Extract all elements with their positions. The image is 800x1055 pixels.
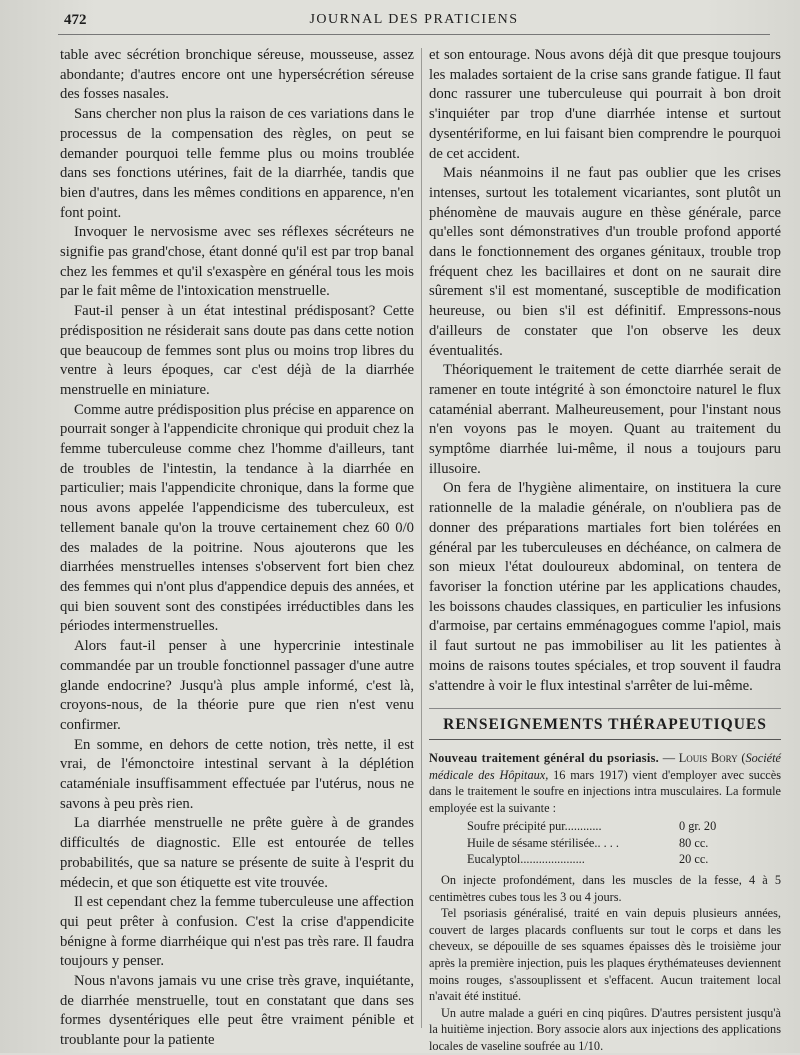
formula-row [467, 851, 737, 868]
article-paragraph: On injecte profondément, dans les muscles de la fesse, 4 à 5 centimètres cubes tous les 3 ou 4 jours. [429, 873, 781, 904]
section-heading-rule [429, 708, 781, 740]
formula-row [467, 835, 737, 852]
right-column [429, 46, 781, 1055]
article-title: Nouveau traitement général du psoriasis. [429, 750, 660, 765]
page-number: 472 [64, 12, 87, 28]
paragraph: et son entourage. Nous avons déjà dit que presque toujours les malades sortaient de la crise sans grande fatigue. Il faut donc rassurer une tuberculeuse qui pourrait à bon droit s'inquiéter par trop d'une diarrhée intense et surtout dysentériforme, en lui faisant bien comprendre le pourquoi de cet accident. [429, 47, 781, 162]
paragraph: En somme, en dehors de cette notion, très nette, il est vrai, de l'émonctoire intestinal servant à la déplétion cataméniale insuffisamment effectuée par l'utérus, nous ne savons à peu près rien. [60, 736, 414, 812]
therapeutic-article [429, 750, 781, 1055]
paragraph: Invoquer le nervosisme avec ses réflexes sécréteurs ne signifie pas grand'chose, étant donné qu'il est par trop banal chez les femmes et qu'il s'exaspère en général tous les mois par le fait même de l'intoxication menstruelle. [60, 224, 414, 300]
article-source: Société médicale des Hôpitaux, [429, 750, 782, 782]
formula-dose: 0 gr. 20 [679, 819, 717, 834]
article-author: Louis Bory [678, 750, 738, 765]
formula-ingredient: Soufre précipité pur............ [467, 819, 602, 834]
paragraph: Nous n'avons jamais vu une crise très grave, inquiétante, de diarrhée menstruelle, tout en constatant que dans ses formes dysentériques elle peut être vraiment pénible et troublante pour la patiente [60, 973, 414, 1049]
page-header [58, 8, 770, 35]
formula-row [467, 818, 737, 835]
article-paragraph: Tel psoriasis généralisé, traité en vain depuis plusieurs années, couvert de larges placards confluents sur tout le corps et dans les cheveux, se dépouille de ses squames épaisses dès le troisième jour après la première injection, puis les plaques érythémateuses deviennent moins rouges, s'assouplissent et s'effacent. Aucun traitement local n'avait été institué. [429, 906, 781, 1004]
article-dash: — [659, 750, 679, 765]
journal-title: JOURNAL DES PRATICIENS [309, 12, 519, 27]
paragraph: Théoriquement le traitement de cette diarrhée serait de ramener en toute intégrité à son émonctoire naturel le flux cataménial aberrant. Malheureusement, pour l'instant nous n'en voyons pas le moyen. Quant au traitement du symptôme diarrhée lui-même, il nous a toujours paru illusoire. [429, 362, 781, 477]
paragraph: Comme autre prédisposition plus précise en apparence on pourrait songer à l'appendicite chronique qui produit chez la femme tuberculeuse comme chez l'homme d'ailleurs, tant de troubles de l'intestin, la tendance à la diarrhée en particulier; mais l'appendicite chronique, dans la forme que nous avons appelée l'appendicisme des tuberculeux, est tellement banale qu'on la trouve certainement chez 60 0/0 des malades de la poitrine. Nous ajouterons que les diarrhées menstruelles intenses s'observent fort bien chez des femmes qui n'ont plus d'appendice depuis des années, et qui bien souvent sont des constipées irréductibles dans les périodes intermenstruelles. [60, 401, 414, 635]
column-divider [421, 48, 422, 1028]
paragraph: Faut-il penser à un état intestinal prédisposant? Cette prédisposition ne résiderait sans doute pas dans cette notion que beaucoup de femmes sont plus ou moins trop libres du ventre à leurs époques, car c'est déjà de la diarrhée menstruelle en miniature. [60, 303, 414, 398]
paragraph: Mais néanmoins il ne faut pas oublier que les crises intenses, surtout les totalement vicariantes, sont plutôt un phénomène de mauvais augure en thèse générale, parce qu'elles sont démonstratives d'un trouble profond apporté dans le fonctionnement des organes génitaux, trouble trop fréquent chez les bacillaires et dont on ne saurait dire sûrement s'il est momentané, susceptible de modification heureuse, ou bien s'il est définitif. Empressons-nous d'ailleurs de constater que l'on observe les deux éventualités. [429, 165, 781, 359]
left-column [60, 46, 414, 1051]
formula-ingredient: Huile de sésame stérilisée.. . . . [467, 835, 619, 850]
formula-table [467, 818, 737, 868]
paragraph: La diarrhée menstruelle ne prête guère à de grandes difficultés de diagnostic. Elle est entourée de telles probabilités, que sa nature se présente de suite à l'esprit du médecin, et que son étiquette est vite trouvée. [60, 815, 414, 891]
paragraph: On fera de l'hygiène alimentaire, on instituera la cure rationnelle de la maladie générale, on n'oubliera pas de donner des préparations martiales fort bien tolérées en général par les tuberculeuses en déchéance, on calmera de son mieux l'état douloureux abdominal, on tentera de favoriser la fonction utérine par les applications chaudes, les boissons chaudes classiques, en particulier les infusions d'armoise, par certains emménagogues comme l'apiol, mais il faut surtout ne pas immobiliser au lit les patientes à moins de raisons toutes spéciales, et trop souvent il faudra s'attendre à voir le flux intestinal s'arrêter de lui-même. [429, 480, 781, 694]
formula-dose: 20 cc. [679, 852, 709, 867]
article-intro: Nouveau traitement général du psoriasis. — Louis Bory (Société médicale des Hôpitaux, 16 mars 1917) vient d'employer avec succès dans le traitement le soufre en injections intra musculaires. La formule employée est la suivante : [429, 750, 782, 815]
formula-ingredient: Eucalyptol..................... [467, 852, 585, 867]
article-intro-text: 16 mars 1917) vient d'employer avec succès dans le traitement le soufre en injections intra musculaires. La formule employée est la suivante : [429, 767, 781, 815]
paragraph: Sans chercher non plus la raison de ces variations dans le processus de la compensation des règles, on peut se demander pourquoi telle femme plus ou moins troublée dans ses fonctions utérines, fait de la diarrhée, tandis que bien d'autres, dans les mêmes conditions en apparence, n'en font point. [60, 106, 414, 221]
article-paragraph: Un autre malade a guéri en cinq piqûres. D'autres persistent jusqu'à la huitième injection. Bory associe alors aux injections des applications locales de vaseline soufrée au 1/10. [429, 1005, 781, 1053]
section-heading: RENSEIGNEMENTS THÉRAPEUTIQUES [429, 715, 781, 740]
paragraph: Alors faut-il penser à une hypercrinie intestinale commandée par un trouble fonctionnel passager d'une autre glande endocrine? Jusqu'à plus ample informé, c'est là, croyons-nous, de la théorie pure que rien n'est venu confirmer. [60, 638, 414, 733]
paragraph: table avec sécrétion bronchique séreuse, mousseuse, assez abondante; d'autres encore ont une hypersécrétion séreuse des fosses nasales. [60, 47, 414, 103]
paragraph: Il est cependant chez la femme tuberculeuse une affection qui peut prêter à confusion. C'est la crise d'appendicite bénigne à forme diarrhéique qui n'est pas très rare. Il faudra toujours y penser. [60, 894, 414, 970]
formula-dose: 80 cc. [679, 835, 709, 850]
